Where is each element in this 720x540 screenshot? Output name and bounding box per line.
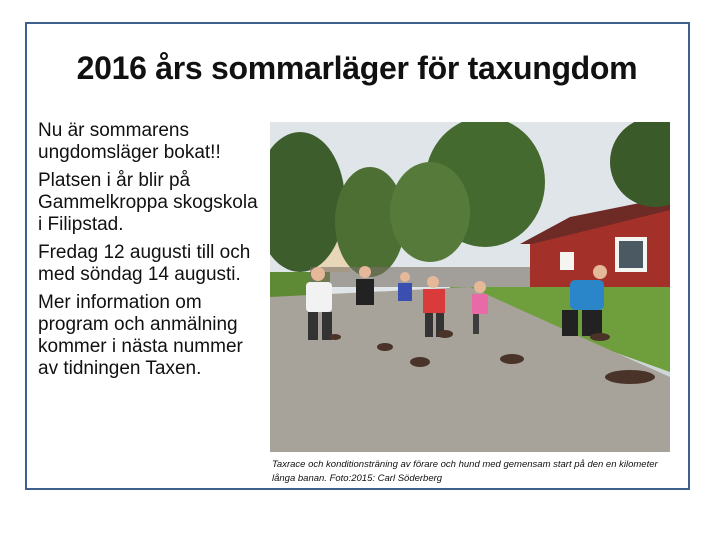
bullet-item: Mer information om program och anmälning kommer i nästa nummer av tidningen Taxen. <box>38 292 243 379</box>
photo-caption: Taxrace och konditionsträning av förare och hund med gemensam start på den en kilometer långa banan. Foto:2015: Carl Söderberg <box>272 459 658 484</box>
bullet-list <box>38 120 263 386</box>
bullet-item: Platsen i år blir på Gammelkroppa skogskola i Filipstad. <box>38 170 258 235</box>
slide-title: 2016 års sommarläger för taxungdom <box>76 50 638 86</box>
bullet-item: Nu är sommarens ungdomsläger bokat!! <box>38 120 221 163</box>
bullet-item: Fredag 12 augusti till och med söndag 14 augusti. <box>38 242 251 285</box>
race-photo <box>270 122 670 452</box>
race-photo-illustration <box>270 122 670 452</box>
